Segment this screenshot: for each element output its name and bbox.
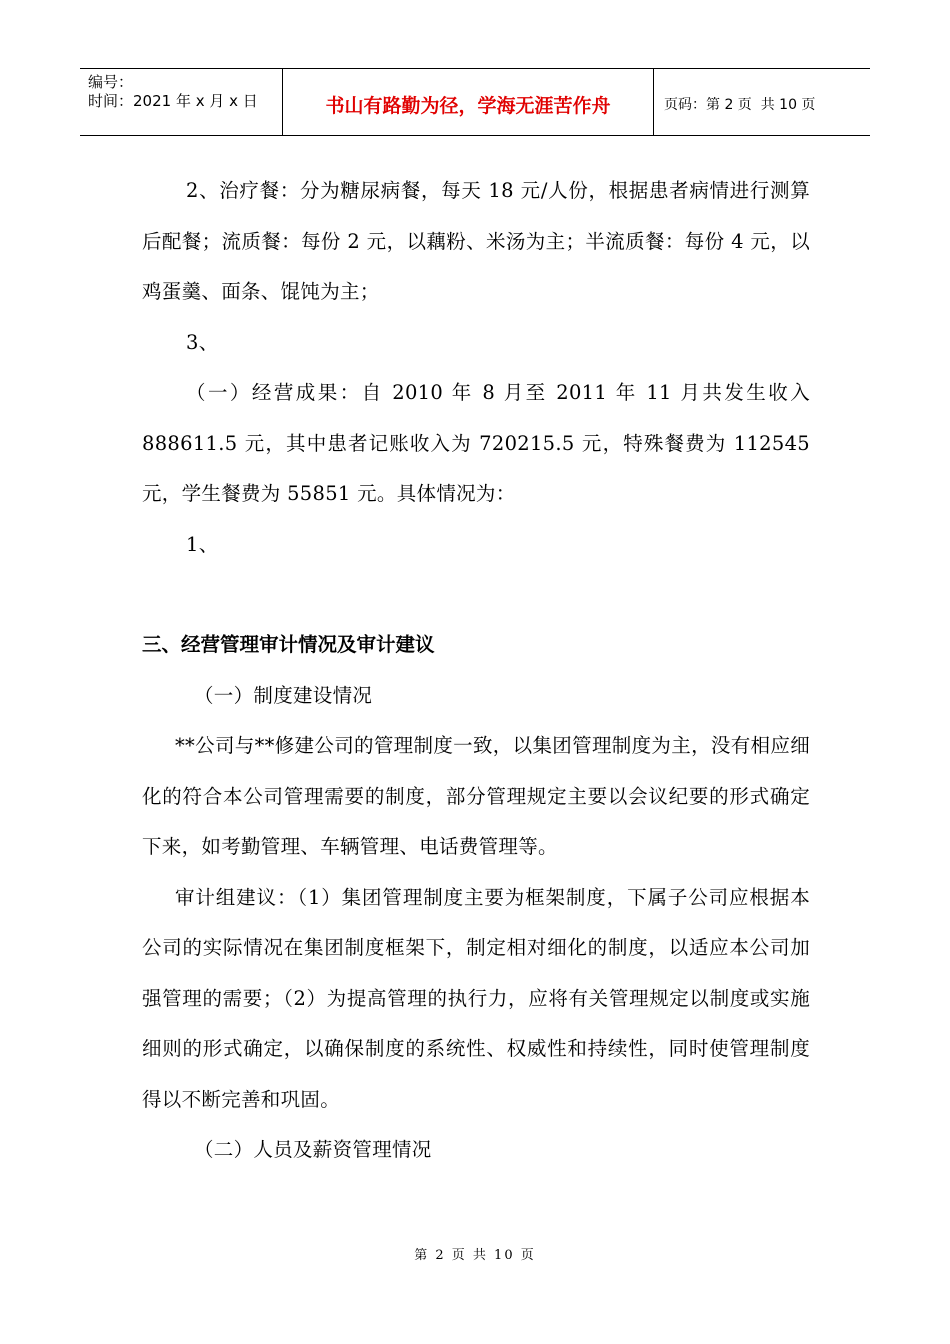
subheading-system-building: （一）制度建设情况: [194, 683, 373, 707]
spacer: [142, 570, 810, 620]
section-heading: 三、经营管理审计情况及审计建议: [142, 633, 435, 656]
header-page-info-text: 页码：第 2 页 共 10 页: [664, 97, 816, 113]
paragraph-item-1: 1、: [186, 532, 219, 556]
paragraph-audit-recommendation: 审计组建议：（1）集团管理制度主要为框架制度，下属子公司应根据本公司的实际情况在集团制度框架下，制定相对细化的制度，以适应本公司加强管理的需要；（2）为提高管理的执行力，应将有关管理规定以制度或实施细则的形式确定，以确保制度的系统性、权威性和持续性，同时使管理制度得以不断完善和巩固。: [142, 885, 810, 1111]
header-motto: 书山有路勤为径，学海无涯苦作舟: [282, 69, 654, 135]
header-meta: [80, 69, 282, 135]
document-date: 时间：2021 年 x 月 x 日: [88, 92, 258, 110]
page-header: [80, 68, 870, 136]
paragraph-management-system: **公司与**修建公司的管理制度一致，以集团管理制度为主，没有相应细化的符合本公司管理需要的制度，部分管理规定主要以会议纪要的形式确定下来，如考勤管理、车辆管理、电话费管理等。: [142, 734, 810, 858]
paragraph-operating-results: （一）经营成果：自 2010 年 8 月至 2011 年 11 月共发生收入 888611.5 元，其中患者记账收入为 720215.5 元，特殊餐费为 112545 元，学生餐费为 55851 元。具体情况为：: [142, 381, 810, 505]
paragraph-item-3: 3、: [186, 330, 219, 354]
document-number-label: 编号：: [88, 73, 134, 91]
header-page-info: [654, 69, 870, 135]
page-footer: 第 2 页 共 10 页: [414, 1248, 536, 1263]
paragraph-therapeutic-meals: 2、治疗餐：分为糖尿病餐，每天 18 元/人份，根据患者病情进行测算后配餐；流质餐：每份 2 元，以藕粉、米汤为主；半流质餐：每份 4 元，以鸡蛋羹、面条、馄饨为主；: [142, 179, 810, 303]
subheading-personnel-salary: （二）人员及薪资管理情况: [194, 1138, 432, 1161]
document-body: [142, 166, 810, 1176]
